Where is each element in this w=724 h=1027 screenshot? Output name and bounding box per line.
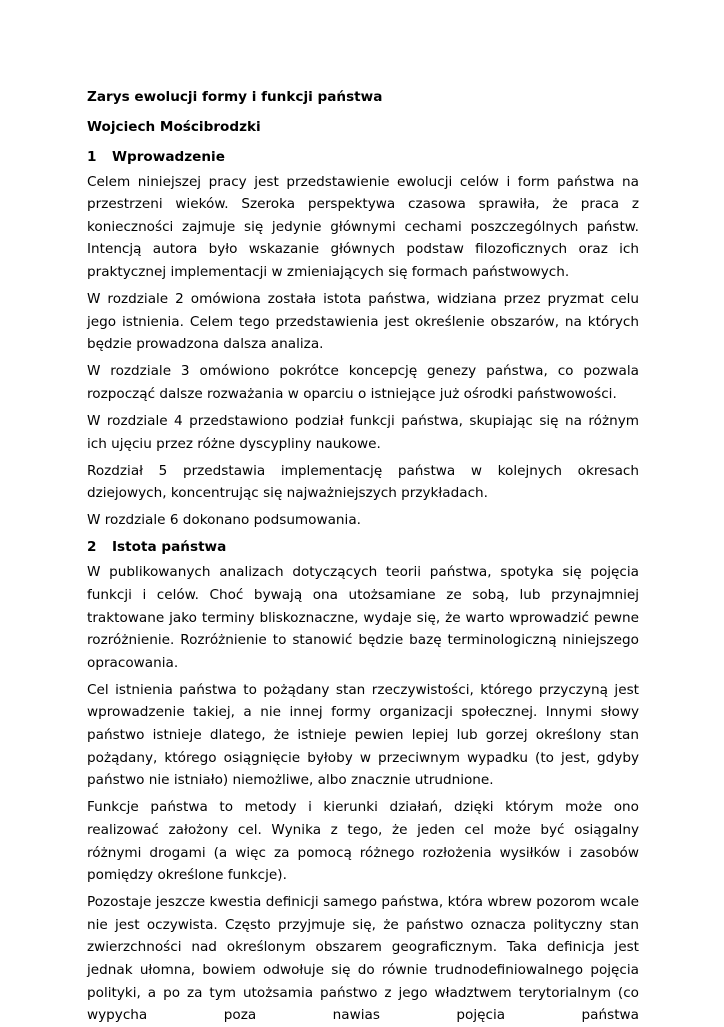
paragraph: Funkcje państwa to metody i kierunki działań, dzięki którym może ono realizować założony cel. Wynika z tego, że jeden cel może być osiągalny różnymi drogami (a więc za pomocą różnego rozłożenia wysiłków i zasobów pomiędzy określone funkcje). <box>87 799 639 884</box>
section-essence-of-state <box>87 536 639 1026</box>
section-number: 1 <box>87 148 97 165</box>
paragraph: W rozdziale 6 dokonano podsumowania. <box>87 512 361 529</box>
paragraph: Pozostaje jeszcze kwestia definicji samego państwa, która wbrew pozorom wcale nie jest oczywista. Często przyjmuje się, że państwo oznacza polityczny stan zwierzchności nad określonym obszarem geograficznym. Taka definicja jest jednak ułomna, bowiem odwołuje się do równie trudnodefiniowalnego pojęcia polityki, a po za tym utożsamia państwo z jego władztwem terytorialnym (co wypycha poza nawias pojęcia państwa <box>87 894 639 1024</box>
section-title: Wprowadzenie <box>112 148 225 165</box>
paragraph: Celem niniejszej pracy jest przedstawienie ewolucji celów i form państwa na przestrzeni wieków. Szeroka perspektywa czasowa sprawiła, że praca z konieczności zajmuje się jedynie głównymi cechami poszczególnych państw. Intencją autora było wskazanie głównych podstaw filozoficznych oraz ich praktycznej implementacji w zmieniających się formach państwowych. <box>87 173 639 280</box>
paragraph: Cel istnienia państwa to pożądany stan rzeczywistości, którego przyczyną jest wprowadzenie takiej, a nie innej formy organizacji społecznej. Innymi słowy państwo istnieje dlatego, że istnieje pewien lepiej lub gorzej określony stan pożądany, którego osiągnięcie byłoby w przeciwnym wypadku (to jest, gdyby państwo nie istniało) niemożliwe, albo znacznie utrudnione. <box>87 681 639 789</box>
section-introduction <box>87 146 639 532</box>
paragraph: W rozdziale 3 omówiono pokrótce koncepcję genezy państwa, co pozwala rozpocząć dalsze rozważania w oparciu o istniejące już ośrodki państwowości. <box>87 363 639 402</box>
section-number: 2 <box>87 539 97 556</box>
paragraph: W rozdziale 4 przedstawiono podział funkcji państwa, skupiając się na różnym ich ujęciu przez różne dyscypliny naukowe. <box>87 412 639 452</box>
document-page <box>87 86 639 1027</box>
section-heading <box>87 536 639 558</box>
paragraph: Rozdział 5 przedstawia implementację państwa w kolejnych okresach dziejowych, koncentrując się najważniejszych przykładach. <box>87 462 639 502</box>
paragraph: W rozdziale 2 omówiona została istota państwa, widziana przez pryzmat celu jego istnienia. Celem tego przedstawienia jest określenie obszarów, na których będzie prowadzona dalsza analiza. <box>87 290 639 353</box>
section-title: Istota państwa <box>112 539 227 556</box>
document-title: Zarys ewolucji formy i funkcji państwa <box>87 89 383 105</box>
section-heading <box>87 146 639 168</box>
document-author: Wojciech Mościbrodzki <box>87 118 261 135</box>
paragraph: W publikowanych analizach dotyczących teorii państwa, spotyka się pojęcia funkcji i celów. Choć bywają ona utożsamiane ze sobą, lub przynajmniej traktowane jako terminy bliskoznaczne, wydaje się, że warto wprowadzić pewne rozróżnienie. Rozróżnienie to stanowić będzie bazę terminologiczną niniejszego opracowania. <box>87 564 639 671</box>
